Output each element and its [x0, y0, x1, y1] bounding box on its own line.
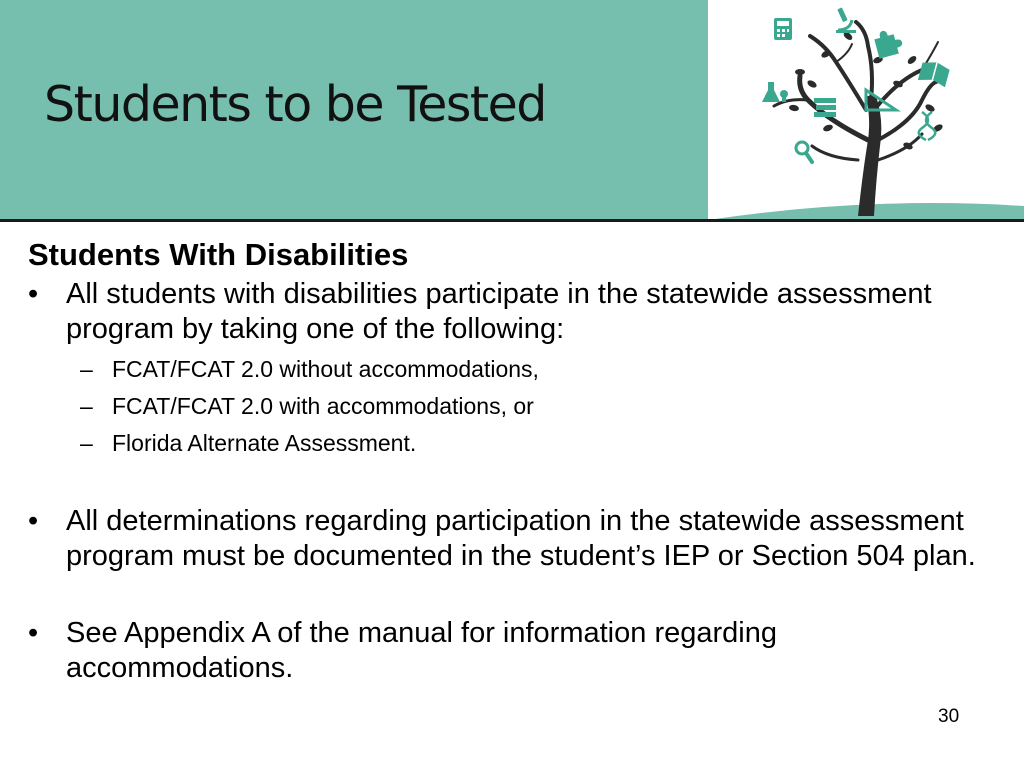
dash-marker: –: [80, 430, 93, 457]
slide-content: [28, 236, 988, 686]
puzzle-icon: [873, 27, 905, 59]
microscope-icon: [836, 7, 856, 33]
bullet-text: All students with disabilities participate in the statewide assessment program by taking one of the following:: [66, 278, 932, 346]
section-heading: Students With Disabilities: [28, 237, 409, 272]
dash-marker: –: [80, 356, 93, 383]
bullet-marker: •: [28, 617, 39, 650]
magnifier-icon: [796, 142, 812, 162]
bullet-item: [28, 616, 988, 686]
sub-bullet-item: [66, 388, 988, 425]
sub-bullet-text: FCAT/FCAT 2.0 with accommodations, or: [112, 393, 534, 420]
calculator-icon: [774, 18, 792, 40]
books-stack-icon: [814, 98, 836, 117]
bullet-text: All determinations regarding participation in the statewide assessment program must be documented in the student’s IEP or Section 504 plan.: [66, 505, 976, 573]
tree-branches: [774, 22, 942, 160]
bullet-list: [28, 277, 988, 686]
tree-trunk: [858, 96, 881, 216]
knowledge-tree-illustration: [708, 0, 1024, 220]
bullet-text: See Appendix A of the manual for information regarding accommodations.: [66, 617, 777, 685]
dna-icon: [919, 112, 935, 140]
sub-bullet-text: Florida Alternate Assessment.: [112, 430, 417, 457]
bullet-marker: •: [28, 278, 39, 311]
header-divider: [0, 219, 1024, 222]
header-art: [708, 0, 1024, 220]
sub-bullet-item: [66, 425, 988, 462]
flask-icon: [762, 82, 788, 102]
bullet-marker: •: [28, 505, 39, 538]
sub-bullet-list: [66, 351, 988, 462]
sub-bullet-item: [66, 351, 988, 388]
page-number: 30: [938, 706, 960, 727]
bullet-item: [28, 277, 988, 462]
sub-bullet-text: FCAT/FCAT 2.0 without accommodations,: [112, 356, 539, 383]
dash-marker: –: [80, 393, 93, 420]
slide-title: Students to be Tested: [44, 76, 546, 133]
bullet-item: [28, 504, 988, 574]
